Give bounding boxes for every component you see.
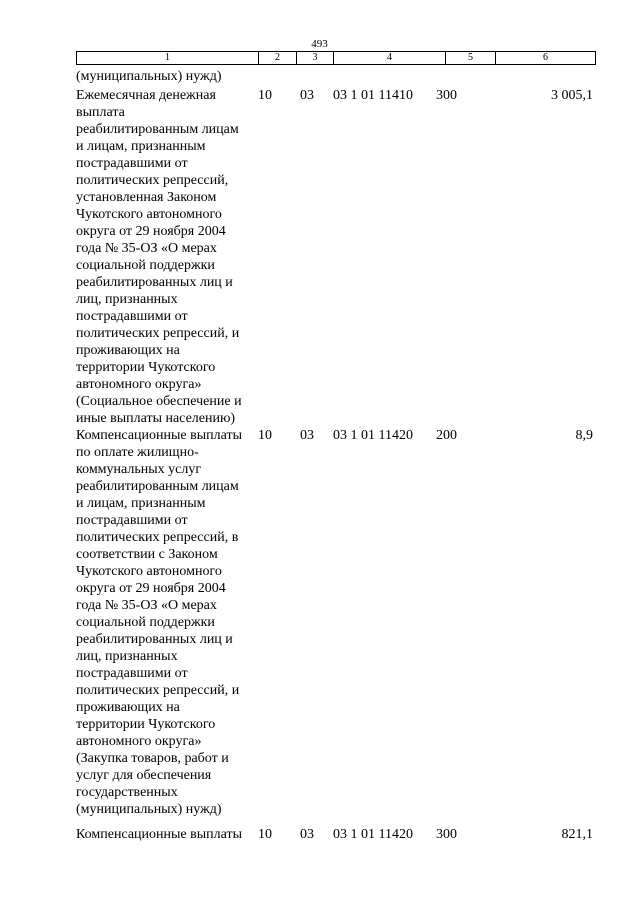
column-header-1: 1 <box>77 52 259 65</box>
description-line: Компенсационные выплаты <box>76 428 242 443</box>
row-description <box>76 826 260 843</box>
description-line: округа от 29 ноября 2004 <box>76 224 226 239</box>
description-line: автономного округа» <box>76 377 202 392</box>
column-header-row <box>77 52 596 65</box>
row-section: 10 <box>258 88 272 103</box>
description-line: по оплате жилищно- <box>76 445 199 460</box>
row-target-article: 03 1 01 11410 <box>333 88 413 103</box>
description-line: Ежемесячная денежная <box>76 88 216 103</box>
description-line: (Социальное обеспечение и <box>76 394 242 409</box>
row-section: 10 <box>258 827 272 842</box>
description-line: пострадавшими от <box>76 513 188 528</box>
description-line: коммунальных услуг <box>76 462 202 477</box>
description-line: политических репрессий, и <box>76 683 240 698</box>
description-line: социальной поддержки <box>76 258 215 273</box>
column-header-6: 6 <box>496 52 596 65</box>
row-section: 10 <box>258 428 272 443</box>
description-line: иные выплаты населению) <box>76 411 236 426</box>
description-line: реабилитированным лицам <box>76 479 239 494</box>
description-line: проживающих на <box>76 343 180 358</box>
description-line: пострадавшими от <box>76 156 188 171</box>
description-line: Чукотского автономного <box>76 207 222 222</box>
description-line: лиц, признанных <box>76 649 178 664</box>
description-line: пострадавшими от <box>76 309 188 324</box>
row-target-article: 03 1 01 11420 <box>333 428 413 443</box>
row-expense-type: 300 <box>436 88 457 103</box>
description-line: (муниципальных) нужд) <box>76 802 222 817</box>
description-line: лиц, признанных <box>76 292 178 307</box>
description-line: территории Чукотского <box>76 360 216 375</box>
description-line: политических репрессий, в <box>76 530 239 545</box>
description-line: услуг для обеспечения <box>76 768 212 783</box>
column-header-2: 2 <box>259 52 297 65</box>
description-line: социальной поддержки <box>76 615 215 630</box>
column-header-table <box>76 51 596 65</box>
description-line: (Закупка товаров, работ и <box>76 751 229 766</box>
row-description <box>76 427 260 818</box>
description-line: года № 35-ОЗ «О мерах <box>76 241 217 256</box>
row-expense-type: 300 <box>436 827 457 842</box>
description-line: и лицам, признанным <box>76 139 206 154</box>
row-target-article: 03 1 01 11420 <box>333 827 413 842</box>
description-line: пострадавшими от <box>76 666 188 681</box>
description-line: округа от 29 ноября 2004 <box>76 581 226 596</box>
description-line: года № 35-ОЗ «О мерах <box>76 598 217 613</box>
description-line: реабилитированным лицам <box>76 122 239 137</box>
description-line: Чукотского автономного <box>76 564 222 579</box>
description-line: автономного округа» <box>76 734 202 749</box>
column-header-3: 3 <box>297 52 334 65</box>
description-line: соответствии с Законом <box>76 547 218 562</box>
column-header-4: 4 <box>334 52 446 65</box>
description-line: и лицам, признанным <box>76 496 206 511</box>
row-amount: 8,9 <box>575 428 593 443</box>
column-header-5: 5 <box>446 52 496 65</box>
description-line: политических репрессий, <box>76 173 229 188</box>
row-subsection: 03 <box>300 88 314 103</box>
description-line: территории Чукотского <box>76 717 216 732</box>
continuation-text: (муниципальных) нужд) <box>76 69 222 84</box>
description-line: выплата <box>76 105 125 120</box>
description-line: реабилитированных лиц и <box>76 275 233 290</box>
row-description <box>76 87 260 427</box>
row-subsection: 03 <box>300 827 314 842</box>
description-line: установленная Законом <box>76 190 217 205</box>
description-line: политических репрессий, и <box>76 326 240 341</box>
description-line: реабилитированных лиц и <box>76 632 233 647</box>
page-number: 493 <box>311 38 328 50</box>
row-expense-type: 200 <box>436 428 457 443</box>
description-line: Компенсационные выплаты <box>76 827 242 842</box>
row-subsection: 03 <box>300 428 314 443</box>
description-line: государственных <box>76 785 178 800</box>
row-amount: 3 005,1 <box>551 88 593 103</box>
description-line: проживающих на <box>76 700 180 715</box>
row-amount: 821,1 <box>561 827 593 842</box>
